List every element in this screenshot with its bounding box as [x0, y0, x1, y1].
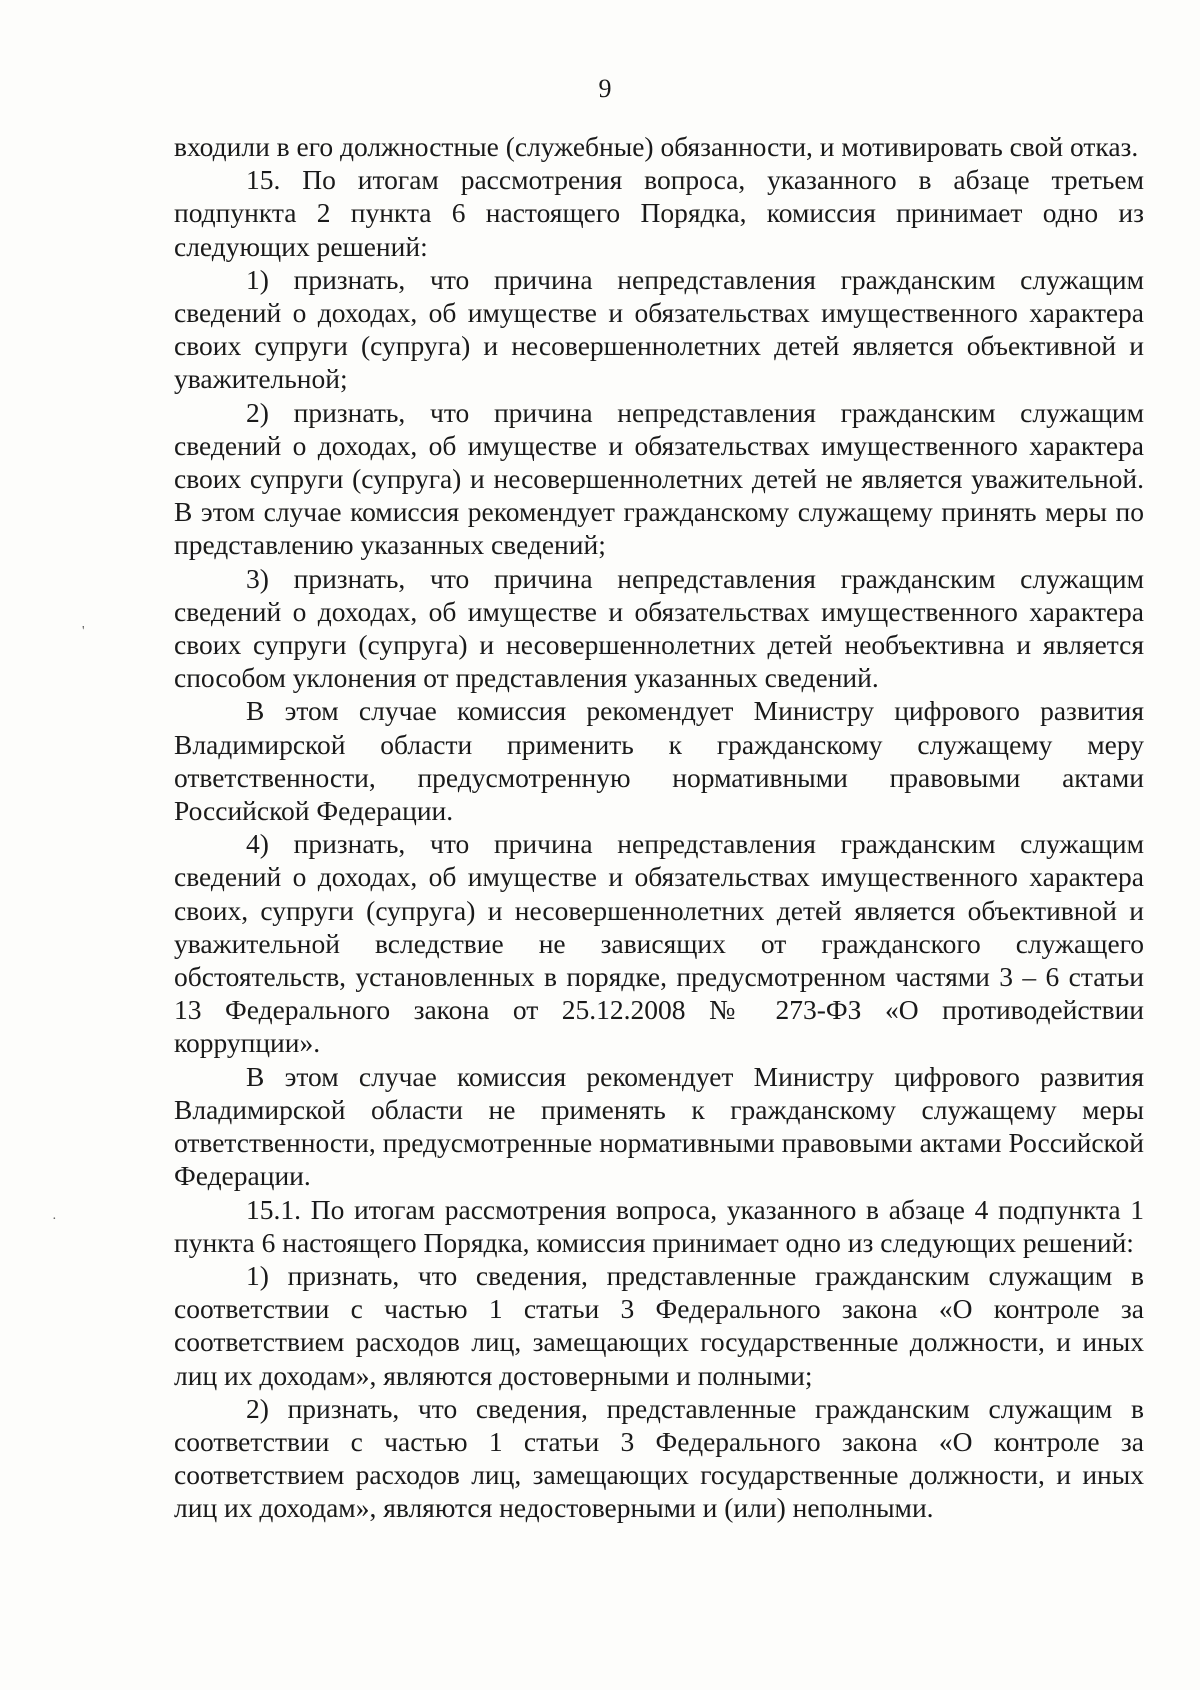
- scan-speck: ·: [52, 1212, 57, 1227]
- paragraph-subitem-4: 4) признать, что причина непредставления гражданским служащим сведений о доходах, об имуществе и обязательствах имущественного характера своих, супруги (супруга) и несовершеннолетних детей является объективной и уважительной вследствие не зависящих от гражданского служащего обстоятельств, установленных в порядке, предусмотренном частями 3 – 6 статьи 13 Федерального закона от 25.12.2008 № 273-ФЗ «О противодействии коррупции».: [174, 828, 1144, 1059]
- paragraph-continuation: входили в его должностные (служебные) обязанности, и мотивировать свой отказ.: [174, 131, 1139, 162]
- paragraph-subitem-2: 2) признать, что причина непредставления гражданским служащим сведений о доходах, об имуществе и обязательствах имущественного характера своих супруги (супруга) и несовершеннолетних детей не является уважительной. В этом случае комиссия рекомендует гражданскому служащему принять меры по представлению указанных сведений;: [174, 396, 1144, 561]
- paragraph-recommendation-2: В этом случае комиссия рекомендует Министру цифрового развития Владимирской области не применять к гражданскому служащему меры ответственности, предусмотренные нормативными правовыми актами Российской Федерации.: [174, 1060, 1144, 1192]
- paragraph-subitem-1: 1) признать, что причина непредставления гражданским служащим сведений о доходах, об имуществе и обязательствах имущественного характера своих супруги (супруга) и несовершеннолетних детей является объективной и уважительной;: [174, 263, 1144, 395]
- page-number: 9: [598, 74, 612, 103]
- scan-speck: ': [82, 624, 85, 639]
- paragraph-item-15: 15. По итогам рассмотрения вопроса, указанного в абзаце третьем подпункта 2 пункта 6 настоящего Порядка, комиссия принимает одно из следующих решений:: [174, 164, 1144, 262]
- paragraph-decision-1: 1) признать, что сведения, представленные гражданским служащим в соответствии с частью 1 статьи 3 Федерального закона «О контроле за соответствием расходов лиц, замещающих государственные должности, и иных лиц их доходам», являются достоверными и полными;: [174, 1259, 1144, 1391]
- paragraph-decision-2: 2) признать, что сведения, представленные гражданским служащим в соответствии с частью 1 статьи 3 Федерального закона «О контроле за соответствием расходов лиц, замещающих государственные должности, и иных лиц их доходам», являются недостоверными и (или) неполными.: [174, 1392, 1144, 1524]
- paragraph-recommendation-1: В этом случае комиссия рекомендует Министру цифрового развития Владимирской области применить к гражданскому служащему меру ответственности, предусмотренную нормативными правовыми актами Российской Федерации.: [174, 695, 1144, 827]
- paragraph-subitem-3: 3) признать, что причина непредставления гражданским служащим сведений о доходах, об имуществе и обязательствах имущественного характера своих супруги (супруга) и несовершеннолетних детей необъективна и является способом уклонения от представления указанных сведений.: [174, 562, 1144, 694]
- document-body: [174, 130, 1144, 1525]
- paragraph-item-15-1: 15.1. По итогам рассмотрения вопроса, указанного в абзаце 4 подпункта 1 пункта 6 настоящего Порядка, комиссия принимает одно из следующих решений:: [174, 1193, 1144, 1258]
